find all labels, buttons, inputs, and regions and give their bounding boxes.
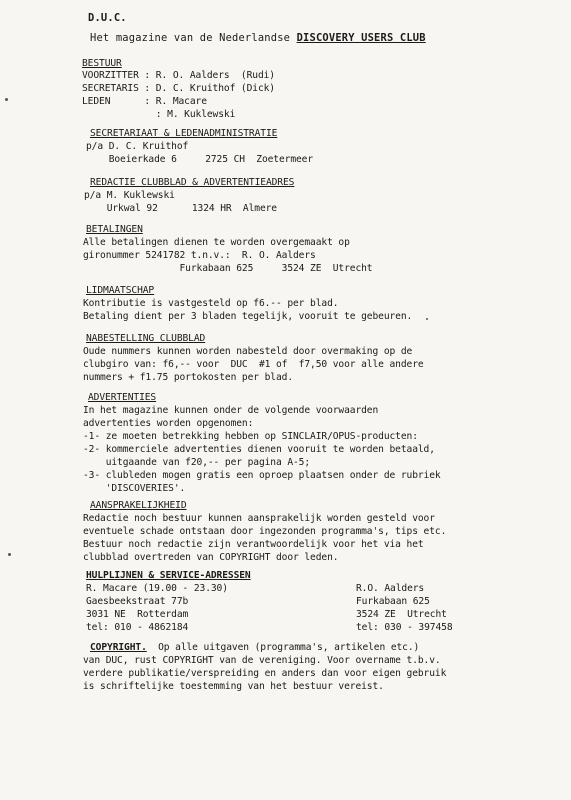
aansprakelijkheid-line: Redactie noch bestuur kunnen aansprakelijk worden gesteld voor (83, 513, 435, 524)
hulplijnen-heading: HULPLIJNEN & SERVICE-ADRESSEN (86, 570, 251, 581)
advertenties-heading: ADVERTENTIES (88, 392, 157, 403)
lidmaatschap-line: Kontributie is vastgesteld op f6.-- per blad. (83, 298, 339, 309)
copyright-line: van DUC, rust COPYRIGHT van de vereniging. Voor overname t.b.v. (83, 655, 441, 666)
bestuur-line: LEDEN : R. Macare (82, 96, 207, 107)
copyright-line: is schriftelijke toestemming van het bestuur vereist. (83, 681, 384, 692)
advertenties-line: -3- clubleden mogen gratis een oproep plaatsen onder de rubriek (83, 470, 441, 481)
betalingen-line: Furkabaan 625 3524 ZE Utrecht (83, 263, 373, 274)
redactie-line: Urkwal 92 1324 HR Almere (84, 203, 277, 214)
redactie-line: p/a M. Kuklewski (84, 190, 175, 201)
bestuur-line: VOORZITTER : R. O. Aalders (Rudi) (82, 70, 275, 81)
scan-speck (8, 553, 11, 556)
magazine-title: D.U.C. (88, 12, 127, 24)
lidmaatschap-line: Betaling dient per 3 bladen tegelijk, vooruit te gebeuren. (83, 311, 413, 322)
nabestelling-heading: NABESTELLING CLUBBLAD (86, 333, 206, 344)
advertenties-line: -1- ze moeten betrekking hebben op SINCLAIR/OPUS-producten: (83, 431, 418, 442)
scan-speck (426, 318, 428, 320)
aansprakelijkheid-heading: AANSPRAKELIJKHEID (90, 500, 187, 511)
bestuur-line: SECRETARIS : D. C. Kruithof (Dick) (82, 83, 275, 94)
advertenties-line: -2- kommerciele advertenties dienen vooruit te worden betaald, (83, 444, 435, 455)
hulplijn-right-line: 3524 ZE Utrecht (356, 609, 447, 620)
hulplijn-left-line: R. Macare (19.00 - 23.30) (86, 583, 228, 594)
secretariaat-line: Boeierkade 6 2725 CH Zoetermeer (86, 154, 314, 165)
nabestelling-line: nummers + f1.75 portokosten per blad. (83, 372, 294, 383)
scan-speck (5, 98, 8, 101)
advertenties-line: uitgaande van f20,-- per pagina A-5; (83, 457, 311, 468)
nabestelling-line: clubgiro van: f6,-- voor DUC #1 of f7,50 voor alle andere (83, 359, 424, 370)
copyright-first-line (90, 642, 419, 653)
betalingen-line: gironummer 5241782 t.n.v.: R. O. Aalders (83, 250, 316, 261)
aansprakelijkheid-line: Bestuur noch redactie zijn verantwoordelijk voor het via het (83, 539, 424, 550)
advertenties-line: advertenties worden opgenomen: (83, 418, 254, 429)
club-name: DISCOVERY USERS CLUB (296, 32, 426, 44)
copyright-first-line-rest: Op alle uitgaven (programma's, artikelen etc.) (146, 642, 420, 653)
betalingen-line: Alle betalingen dienen te worden overgemaakt op (83, 237, 350, 248)
hulplijn-right-line: R.O. Aalders (356, 583, 425, 594)
bestuur-line: : M. Kuklewski (82, 109, 236, 120)
advertenties-line: 'DISCOVERIES'. (83, 483, 186, 494)
advertenties-line: In het magazine kunnen onder de volgende voorwaarden (83, 405, 379, 416)
hulplijn-left-line: 3031 NE Rotterdam (86, 609, 189, 620)
hulplijn-right-line: Furkabaan 625 (356, 596, 430, 607)
betalingen-heading: BETALINGEN (86, 224, 143, 235)
hulplijn-left-line: tel: 010 - 4862184 (86, 622, 189, 633)
hulplijn-right-line: tel: 030 - 397458 (356, 622, 453, 633)
lidmaatschap-heading: LIDMAATSCHAP (86, 285, 155, 296)
bestuur-heading: BESTUUR (82, 58, 122, 69)
secretariaat-line: p/a D. C. Kruithof (86, 141, 189, 152)
magazine-subtitle (90, 33, 426, 44)
secretariaat-heading: SECRETARIAAT & LEDENADMINISTRATIE (90, 128, 278, 139)
redactie-heading: REDACTIE CLUBBLAD & ADVERTENTIEADRES (90, 177, 295, 188)
subtitle-prefix: Het magazine van de Nederlandse (90, 32, 297, 44)
nabestelling-line: Oude nummers kunnen worden nabesteld door overmaking op de (83, 346, 413, 357)
copyright-line: verdere publikatie/verspreiding en anders dan voor eigen gebruik (83, 668, 447, 679)
copyright-heading: COPYRIGHT. (90, 642, 147, 653)
aansprakelijkheid-line: clubblad overtreden van COPYRIGHT door leden. (83, 552, 339, 563)
aansprakelijkheid-line: eventuele schade ontstaan door ingezonden programma's, tips etc. (83, 526, 447, 537)
hulplijn-left-line: Gaesbeekstraat 77b (86, 596, 189, 607)
